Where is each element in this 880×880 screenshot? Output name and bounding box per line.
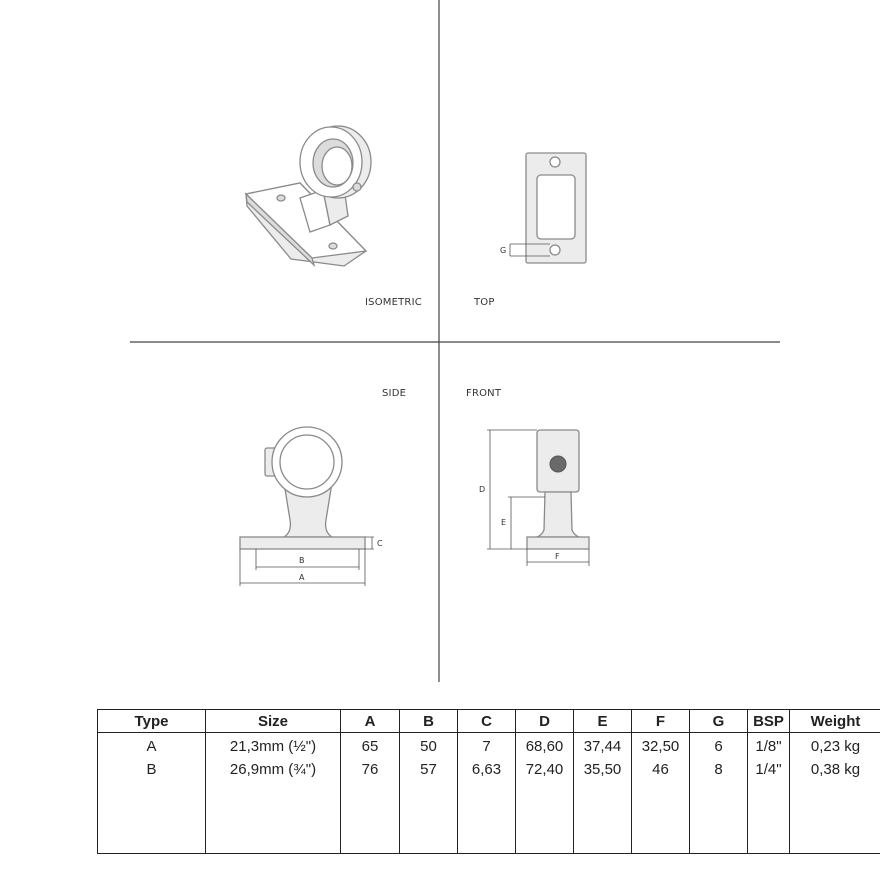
cell-type: B bbox=[98, 758, 206, 781]
specification-table bbox=[97, 709, 880, 854]
cell-weight: 0,23 kg bbox=[790, 733, 880, 759]
cell-type: A bbox=[98, 733, 206, 759]
header-b: B bbox=[400, 710, 458, 733]
cell-b: 57 bbox=[400, 758, 458, 781]
header-d: D bbox=[516, 710, 574, 733]
cell-e: 37,44 bbox=[574, 733, 632, 759]
view-label-front: FRONT bbox=[466, 388, 502, 399]
cell-c: 7 bbox=[458, 733, 516, 759]
dim-label-c: C bbox=[377, 539, 383, 548]
side-view bbox=[240, 427, 374, 586]
header-f: F bbox=[632, 710, 690, 733]
cell-g: 8 bbox=[690, 758, 748, 781]
cell-weight: 0,38 kg bbox=[790, 758, 880, 781]
cell-d: 72,40 bbox=[516, 758, 574, 781]
header-type: Type bbox=[98, 710, 206, 733]
dim-label-f: F bbox=[555, 552, 560, 561]
header-e: E bbox=[574, 710, 632, 733]
header-c: C bbox=[458, 710, 516, 733]
header-g: G bbox=[690, 710, 748, 733]
cell-size: 21,3mm (½") bbox=[206, 733, 341, 759]
view-label-side: SIDE bbox=[382, 388, 407, 399]
header-weight: Weight bbox=[790, 710, 880, 733]
cell-bsp: 1/8" bbox=[748, 733, 790, 759]
table-row bbox=[98, 758, 880, 781]
cell-d: 68,60 bbox=[516, 733, 574, 759]
dim-label-d: D bbox=[479, 485, 486, 494]
cell-c: 6,63 bbox=[458, 758, 516, 781]
dim-label-g: G bbox=[500, 246, 507, 255]
header-size: Size bbox=[206, 710, 341, 733]
bsp-hole bbox=[550, 456, 566, 472]
cell-bsp: 1/4" bbox=[748, 758, 790, 781]
cell-g: 6 bbox=[690, 733, 748, 759]
front-view bbox=[487, 430, 589, 566]
cell-size: 26,9mm (¾") bbox=[206, 758, 341, 781]
view-label-top: TOP bbox=[474, 297, 495, 308]
cell-b: 50 bbox=[400, 733, 458, 759]
dim-label-a: A bbox=[299, 573, 305, 582]
cell-f: 46 bbox=[632, 758, 690, 781]
cell-f: 32,50 bbox=[632, 733, 690, 759]
cell-a: 76 bbox=[341, 758, 400, 781]
dim-label-e: E bbox=[501, 518, 507, 527]
header-bsp: BSP bbox=[748, 710, 790, 733]
header-a: A bbox=[341, 710, 400, 733]
view-label-isometric: ISOMETRIC bbox=[365, 297, 422, 308]
dim-label-b: B bbox=[299, 556, 305, 565]
top-view bbox=[510, 153, 586, 263]
cell-a: 65 bbox=[341, 733, 400, 759]
table-empty-row bbox=[98, 781, 880, 854]
table-header-row bbox=[98, 710, 880, 733]
cell-e: 35,50 bbox=[574, 758, 632, 781]
isometric-view bbox=[246, 126, 371, 266]
table-row bbox=[98, 733, 880, 759]
